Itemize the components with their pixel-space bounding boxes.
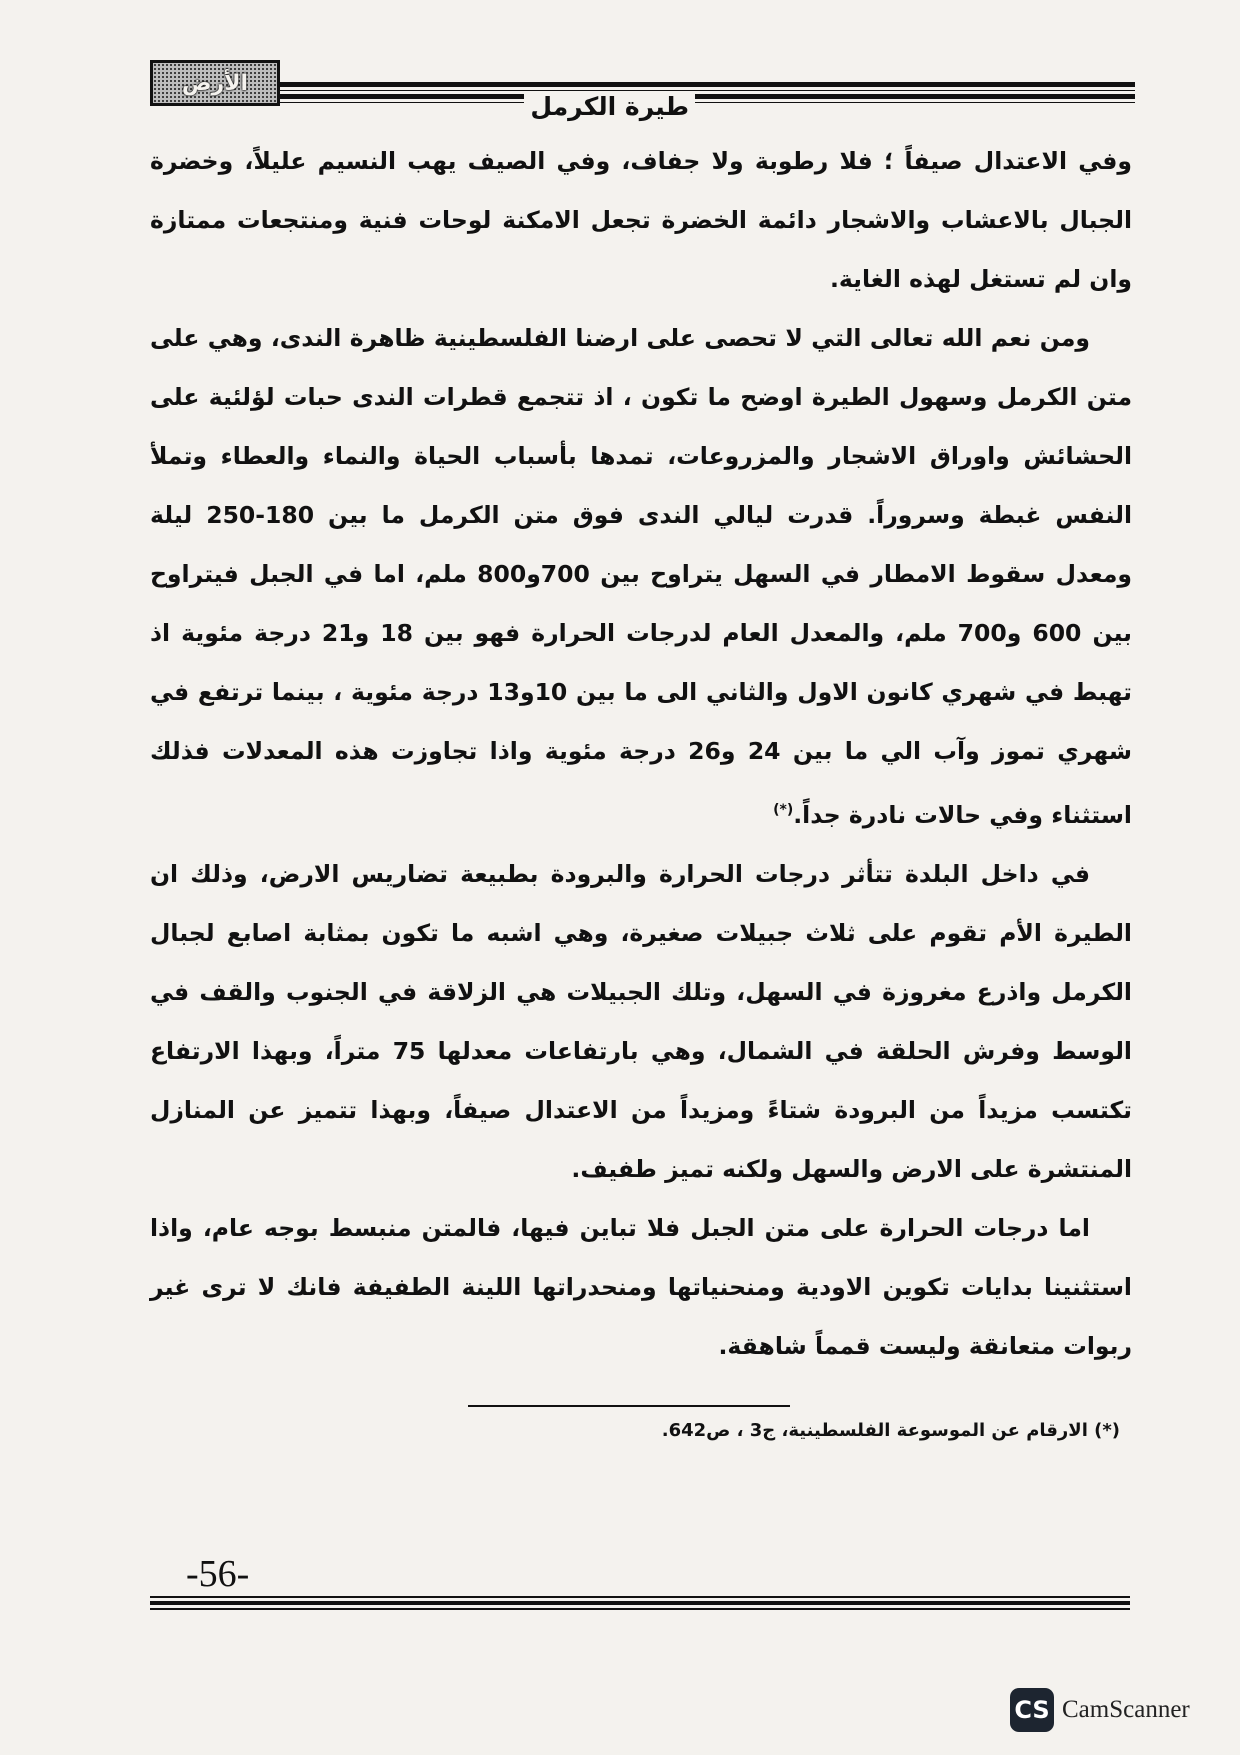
section-badge — [150, 60, 280, 106]
paragraph-2 — [150, 309, 1132, 845]
camscanner-brand: CamScanner — [1062, 1696, 1190, 1723]
body-text — [150, 132, 1132, 1376]
footer-rules — [150, 1596, 1130, 1613]
paragraph-2-text: ومن نعم الله تعالى التي لا تحصى على ارضنا الفلسطينية ظاهرة الندى، وهي على متن الكرمل وسهول الطيرة اوضح ما تكون ، اذ تتجمع قطرات الندى حبات لؤلئية على الحشائش واوراق الاشجار والمزروعات، تمدها بأسباب الحياة والنماء والعطاء وتملأ النفس غبطة وسروراً. قدرت ليالي الندى فوق متن الكرمل ما بين 180-250 ليلة ومعدل سقوط الامطار في السهل يتراوح بين 700و800 ملم، اما في الجبل فيتراوح بين 600 و700 ملم، والمعدل العام لدرجات الحرارة فهو بين 18 و21 درجة مئوية اذ تهبط في شهري كانون الاول والثاني الى ما بين 10و13 درجة مئوية ، بينما ترتفع في شهري تموز وآب الي ما بين 24 و26 درجة مئوية واذا تجاوزت هذه المعدلات فذلك استثناء وفي حالات نادرة جداً. — [150, 324, 1133, 829]
page-header — [150, 56, 1135, 126]
section-badge-label: الأرض — [181, 70, 249, 96]
camscanner-watermark — [1010, 1688, 1190, 1732]
header-rules — [280, 82, 1135, 106]
paragraph-4: اما درجات الحرارة على متن الجبل فلا تباين فيها، فالمتن منبسط بوجه عام، واذا استثنينا بدايات تكوين الاودية ومنحنياتها ومنحدراتها اللينة الطفيفة فانك لا ترى غير ربوات متعانقة وليست قمماً شاهقة. — [150, 1213, 1132, 1360]
camscanner-logo-icon: CS — [1010, 1688, 1054, 1732]
footnote-marker: (*) — [773, 802, 794, 818]
footnote: (*) الارقام عن الموسوعة الفلسطينية، ج3 ، ص642. — [661, 1420, 1120, 1441]
book-title: طيرة الكرمل — [524, 92, 695, 121]
page-number: -56- — [186, 1553, 250, 1595]
footnote-divider — [468, 1405, 790, 1407]
paragraph-1: وفي الاعتدال صيفاً ؛ فلا رطوبة ولا جفاف، وفي الصيف يهب النسيم عليلاً، وخضرة الجبال بالاعشاب والاشجار دائمة الخضرة تجعل الامكنة لوحات فنية ومنتجعات ممتازة وان لم تستغل لهذه الغاية. — [150, 147, 1132, 293]
paragraph-3: في داخل البلدة تتأثر درجات الحرارة والبرودة بطبيعة تضاريس الارض، وذلك ان الطيرة الأم تقوم على ثلاث جبيلات صغيرة، وهي اشبه ما تكون بمثابة اصابع لجبال الكرمل واذرع مغروزة في السهل، وتلك الجبيلات هي الزلاقة في الجنوب والقف في الوسط وفرش الحلقة في الشمال، وهي بارتفاعات معدلها 75 متراً، وبهذا الارتفاع تكتسب مزيداً من البرودة شتاءً ومزيداً من الاعتدال صيفاً، وبهذا تتميز عن المنازل المنتشرة على الارض والسهل ولكنه تميز طفيف. — [150, 859, 1132, 1183]
